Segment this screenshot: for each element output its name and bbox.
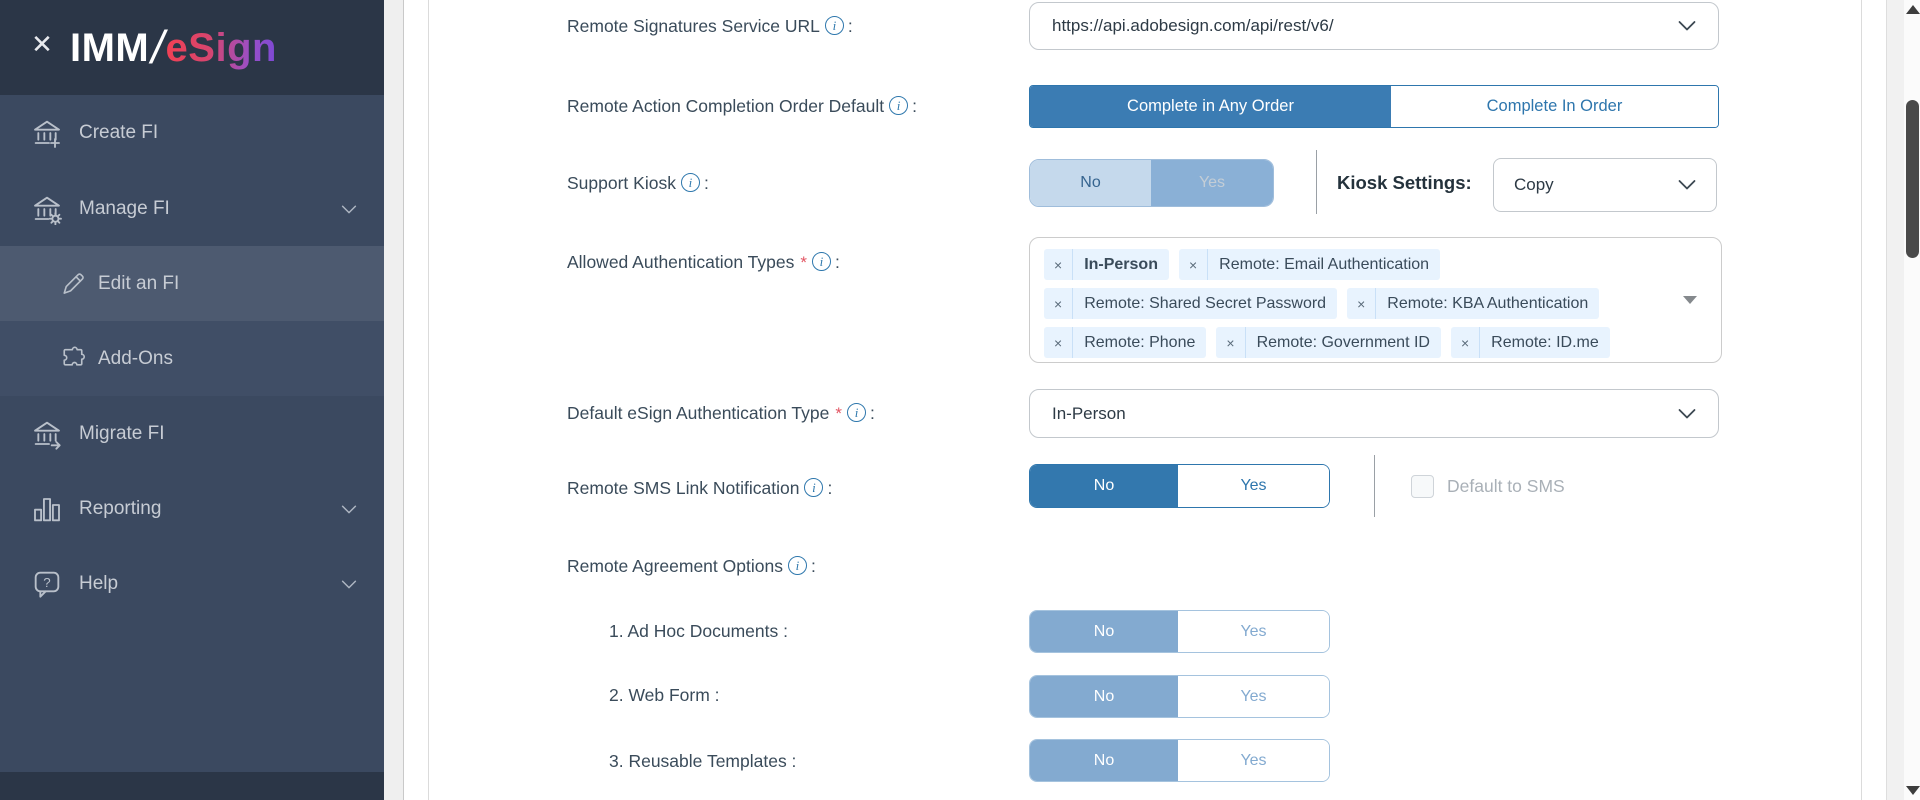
bank-arrow-icon: [30, 417, 64, 451]
required-mark: *: [835, 404, 842, 423]
info-icon[interactable]: i: [847, 403, 866, 422]
support-kiosk-label: [567, 168, 709, 198]
support-kiosk-yes-button[interactable]: Yes: [1151, 160, 1273, 206]
support-kiosk-no-button[interactable]: No: [1030, 160, 1151, 206]
multiselect-caret-icon[interactable]: [1683, 296, 1697, 304]
web-form-label: 2. Web Form :: [609, 685, 720, 705]
kiosk-settings-value: Copy: [1514, 175, 1554, 194]
chevron-down-icon: [1678, 20, 1696, 32]
tag-label: Remote: Email Authentication: [1219, 255, 1430, 273]
web-form-yes-button[interactable]: Yes: [1178, 676, 1329, 717]
content-left-gutter: [384, 0, 404, 800]
label-text: Remote Signatures Service URL: [567, 16, 820, 36]
kiosk-settings-select[interactable]: [1493, 158, 1717, 212]
help-bubble-icon: [30, 567, 64, 601]
bank-plus-icon: [30, 116, 64, 150]
sidebar-item-create-fi[interactable]: [0, 95, 384, 170]
kiosk-settings-label: Kiosk Settings:: [1337, 172, 1472, 193]
sidebar-footer-strip: [0, 772, 384, 800]
remove-tag-icon[interactable]: ×: [1179, 249, 1208, 280]
sidebar-item-label: Add-Ons: [98, 347, 173, 369]
pencil-icon: [58, 269, 88, 299]
auth-type-tag: [1044, 288, 1337, 319]
tag-row: [1044, 288, 1707, 319]
sidebar-header: [0, 0, 384, 95]
complete-in-any-order-button[interactable]: Complete in Any Order: [1030, 86, 1391, 127]
remote-sms-no-button[interactable]: No: [1030, 465, 1178, 507]
sidebar-item-label: Edit an FI: [98, 272, 180, 294]
auth-type-tag: [1451, 327, 1610, 358]
reusable-templates-yes-button[interactable]: Yes: [1178, 740, 1329, 781]
reusable-templates-toggle: [1029, 739, 1330, 782]
sidebar-item-label: Help: [79, 572, 119, 594]
info-icon[interactable]: i: [804, 478, 823, 497]
remove-tag-icon[interactable]: ×: [1216, 327, 1245, 358]
default-auth-type-select[interactable]: [1029, 389, 1719, 438]
info-icon[interactable]: i: [812, 252, 831, 271]
sidebar-item-label: Migrate FI: [79, 422, 165, 444]
default-to-sms-checkbox[interactable]: [1411, 475, 1434, 498]
completion-order-toggle: [1029, 85, 1719, 128]
default-to-sms-label: Default to SMS: [1447, 476, 1565, 496]
auth-type-tag: [1044, 249, 1169, 280]
remove-tag-icon[interactable]: ×: [1347, 288, 1376, 319]
sidebar-item-label: Manage FI: [79, 197, 170, 219]
label-text: Default eSign Authentication Type: [567, 403, 830, 423]
default-auth-type-value: In-Person: [1052, 403, 1126, 423]
remote-sms-label: [567, 473, 832, 503]
label-text: Support Kiosk: [567, 173, 676, 193]
kiosk-divider: [1316, 150, 1317, 214]
label-colon: :: [847, 16, 853, 36]
allowed-auth-types-multiselect[interactable]: [1029, 237, 1722, 363]
remove-tag-icon[interactable]: ×: [1044, 327, 1073, 358]
sms-divider: [1374, 455, 1375, 517]
tag-label: Remote: Government ID: [1256, 333, 1430, 351]
info-icon[interactable]: i: [825, 16, 844, 35]
required-mark: *: [800, 253, 807, 272]
scroll-down-icon[interactable]: [1906, 786, 1920, 795]
chevron-down-icon[interactable]: [338, 198, 360, 220]
label-colon: :: [834, 252, 840, 272]
tag-row: [1044, 249, 1707, 280]
sidebar-item-edit-an-fi[interactable]: [0, 246, 384, 321]
label-colon: :: [912, 96, 917, 116]
ad-hoc-documents-toggle: [1029, 610, 1330, 653]
label-colon: :: [870, 403, 875, 423]
scrollbar-thumb[interactable]: [1906, 100, 1919, 258]
auth-type-tag: [1347, 288, 1599, 319]
label-text: Remote SMS Link Notification: [567, 478, 800, 498]
sidebar-item-migrate-fi[interactable]: [0, 396, 384, 471]
label-colon: :: [810, 556, 816, 576]
logo-imm-text: IMM: [70, 26, 150, 70]
content-card-right-border: [1861, 0, 1862, 800]
completion-order-label: [567, 91, 917, 121]
logo-slash: /: [151, 21, 165, 73]
chevron-down-icon[interactable]: [338, 573, 360, 595]
tag-row: [1044, 327, 1707, 358]
app-logo: [70, 18, 277, 72]
web-form-toggle: [1029, 675, 1330, 718]
sidebar-item-label: Reporting: [79, 497, 162, 519]
vertical-scrollbar[interactable]: [1886, 0, 1920, 800]
sidebar-item-reporting[interactable]: [0, 471, 384, 546]
info-icon[interactable]: i: [889, 96, 908, 115]
ad-hoc-yes-button[interactable]: Yes: [1178, 611, 1329, 652]
bar-chart-icon: [30, 492, 64, 526]
label-text: Remote Agreement Options: [567, 556, 783, 576]
auth-type-tag: [1044, 327, 1206, 358]
scroll-up-icon[interactable]: [1906, 5, 1920, 14]
content-card-left-border: [428, 0, 429, 800]
default-auth-type-label: [567, 398, 875, 428]
tag-label: In-Person: [1084, 255, 1158, 273]
complete-in-order-button[interactable]: Complete In Order: [1391, 86, 1718, 127]
auth-type-tag: [1179, 249, 1440, 280]
remove-tag-icon[interactable]: ×: [1044, 288, 1073, 319]
remote-sms-yes-button[interactable]: Yes: [1178, 465, 1329, 507]
sidebar-item-manage-fi[interactable]: [0, 171, 384, 246]
tag-label: Remote: Shared Secret Password: [1084, 294, 1327, 312]
remote-signatures-url-value: https://api.adobesign.com/api/rest/v6/: [1052, 16, 1334, 35]
sidebar-item-help[interactable]: [0, 546, 384, 621]
chevron-down-icon[interactable]: [338, 498, 360, 520]
puzzle-icon: [58, 344, 88, 374]
remove-tag-icon[interactable]: ×: [1044, 249, 1073, 280]
auth-type-tag: [1216, 327, 1441, 358]
remote-signatures-url-label: [567, 11, 853, 41]
remote-agreement-options-label: [567, 551, 816, 581]
support-kiosk-toggle: [1029, 159, 1274, 207]
chevron-down-icon: [1678, 408, 1696, 420]
svg-text:?: ?: [43, 574, 51, 590]
chevron-down-icon: [1678, 179, 1696, 191]
sidebar: [0, 0, 384, 800]
label-text: Allowed Authentication Types: [567, 252, 795, 272]
logo-esign-text: eSign: [165, 26, 277, 70]
bank-gear-icon: [30, 192, 64, 226]
tag-label: Remote: ID.me: [1491, 333, 1599, 351]
ad-hoc-no-button[interactable]: No: [1030, 611, 1178, 652]
remote-signatures-url-select[interactable]: [1029, 2, 1719, 50]
reusable-templates-no-button[interactable]: No: [1030, 740, 1178, 781]
reusable-templates-label: 3. Reusable Templates :: [609, 751, 797, 771]
info-icon[interactable]: i: [788, 556, 807, 575]
web-form-no-button[interactable]: No: [1030, 676, 1178, 717]
remote-sms-toggle: [1029, 464, 1330, 508]
sidebar-item-add-ons[interactable]: [0, 321, 384, 396]
close-icon[interactable]: ✕: [31, 29, 53, 59]
sidebar-item-label: Create FI: [79, 121, 159, 143]
tag-label: Remote: Phone: [1084, 333, 1196, 351]
label-colon: :: [827, 478, 833, 498]
ad-hoc-documents-label: 1. Ad Hoc Documents :: [609, 621, 788, 641]
remove-tag-icon[interactable]: ×: [1451, 327, 1480, 358]
info-icon[interactable]: i: [681, 173, 700, 192]
label-text: Remote Action Completion Order Default: [567, 96, 885, 116]
tag-label: Remote: KBA Authentication: [1387, 294, 1589, 312]
allowed-auth-types-label: [567, 247, 840, 277]
label-colon: :: [703, 173, 709, 193]
